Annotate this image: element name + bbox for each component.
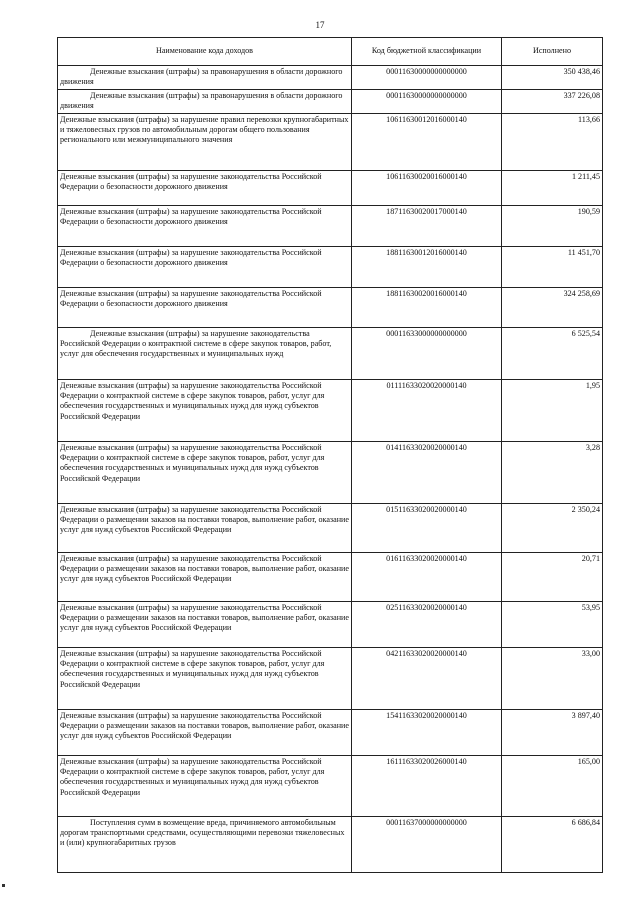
row-value: 1,95 (502, 379, 603, 441)
table-header-row (58, 38, 603, 66)
row-value: 20,71 (502, 552, 603, 601)
table-row (58, 601, 603, 647)
scan-mark (2, 884, 5, 887)
table-row (58, 647, 603, 709)
row-value: 11 451,70 (502, 246, 603, 287)
row-name: Денежные взыскания (штрафы) за нарушение законодательства Российской Федерации о контрактной системе в сфере закупок товаров, работ, услуг для обеспечения государственных и муниципальных нужд (58, 327, 352, 379)
row-code: 00011633000000000000 (352, 327, 502, 379)
row-value: 33,00 (502, 647, 603, 709)
row-code: 01111633020020000140 (352, 379, 502, 441)
row-name: Денежные взыскания (штрафы) за нарушение законодательства Российской Федерации о безопасности дорожного движения (58, 287, 352, 327)
table-row (58, 379, 603, 441)
row-name: Денежные взыскания (штрафы) за нарушение законодательства Российской Федерации о размещении заказов на поставки товаров, выполнение работ, оказание услуг для нужд субъектов Российской Федерации (58, 709, 352, 755)
table-row (58, 327, 603, 379)
row-code: 01511633020020000140 (352, 503, 502, 552)
row-name: Денежные взыскания (штрафы) за правонарушения в области дорожного движения (58, 89, 352, 113)
header-value: Исполнено (502, 38, 603, 66)
row-value: 2 350,24 (502, 503, 603, 552)
row-value: 6 525,54 (502, 327, 603, 379)
row-code: 10611630020016000140 (352, 170, 502, 205)
table-body (58, 66, 603, 873)
row-name: Поступления сумм в возмещение вреда, причиняемого автомобильным дорогам транспортными средствами, осуществляющими перевозки тяжеловесных и (или) крупногабаритных грузов (58, 816, 352, 872)
table-row (58, 287, 603, 327)
row-name: Денежные взыскания (штрафы) за нарушение законодательства Российской Федерации о размещении заказов на поставки товаров, выполнение работ, оказание услуг для нужд субъектов Российской Федерации (58, 503, 352, 552)
row-value: 3,28 (502, 441, 603, 503)
row-name: Денежные взыскания (штрафы) за нарушение законодательства Российской Федерации о безопасности дорожного движения (58, 205, 352, 246)
row-name: Денежные взыскания (штрафы) за нарушение законодательства Российской Федерации о безопасности дорожного движения (58, 170, 352, 205)
row-value: 6 686,84 (502, 816, 603, 872)
page-number: 17 (315, 20, 325, 30)
row-value: 1 211,45 (502, 170, 603, 205)
row-code: 00011630000000000000 (352, 66, 502, 90)
row-value: 190,59 (502, 205, 603, 246)
row-code: 18811630020016000140 (352, 287, 502, 327)
table-row (58, 113, 603, 170)
table-row (58, 66, 603, 90)
row-code: 00011637000000000000 (352, 816, 502, 872)
table-row (58, 816, 603, 872)
row-name: Денежные взыскания (штрафы) за нарушение законодательства Российской Федерации о размещении заказов на поставки товаров, выполнение работ, оказание услуг для нужд субъектов Российской Федерации (58, 552, 352, 601)
row-name: Денежные взыскания (штрафы) за нарушение законодательства Российской Федерации о контрактной системе в сфере закупок товаров, работ, услуг для обеспечения государственных и муниципальных нужд для нужд субъектов Российской Федерации (58, 379, 352, 441)
row-value: 113,66 (502, 113, 603, 170)
header-code: Код бюджетной классификации (352, 38, 502, 66)
table-row (58, 246, 603, 287)
row-code: 10611630012016000140 (352, 113, 502, 170)
row-name: Денежные взыскания (штрафы) за нарушение законодательства Российской Федерации о безопасности дорожного движения (58, 246, 352, 287)
table-row (58, 89, 603, 113)
header-name: Наименование кода доходов (58, 38, 352, 66)
table-row (58, 709, 603, 755)
row-code: 02511633020020000140 (352, 601, 502, 647)
revenue-table (57, 37, 603, 873)
table-row (58, 441, 603, 503)
table-row (58, 205, 603, 246)
table-row (58, 552, 603, 601)
row-name: Денежные взыскания (штрафы) за правонарушения в области дорожного движения (58, 66, 352, 90)
row-value: 324 258,69 (502, 287, 603, 327)
row-code: 04211633020020000140 (352, 647, 502, 709)
row-name: Денежные взыскания (штрафы) за нарушение законодательства Российской Федерации о контрактной системе в сфере закупок товаров, работ, услуг для обеспечения государственных и муниципальных нужд для нужд субъектов Российской Федерации (58, 755, 352, 816)
row-value: 3 897,40 (502, 709, 603, 755)
row-name: Денежные взыскания (штрафы) за нарушение законодательства Российской Федерации о размещении заказов на поставки товаров, выполнение работ, оказание услуг для нужд субъектов Российской Федерации (58, 601, 352, 647)
row-code: 01611633020020000140 (352, 552, 502, 601)
row-value: 165,00 (502, 755, 603, 816)
row-code: 01411633020020000140 (352, 441, 502, 503)
row-name: Денежные взыскания (штрафы) за нарушение правил перевозки крупногабаритных и тяжеловесных грузов по автомобильным дорогам общего пользования регионального или межмуниципального значения (58, 113, 352, 170)
table-row (58, 503, 603, 552)
row-code: 18711630020017000140 (352, 205, 502, 246)
row-value: 53,95 (502, 601, 603, 647)
table-row (58, 755, 603, 816)
row-name: Денежные взыскания (штрафы) за нарушение законодательства Российской Федерации о контрактной системе в сфере закупок товаров, работ, услуг для обеспечения государственных и муниципальных нужд для нужд субъектов Российской Федерации (58, 441, 352, 503)
row-code: 18811630012016000140 (352, 246, 502, 287)
row-code: 15411633020020000140 (352, 709, 502, 755)
row-name: Денежные взыскания (штрафы) за нарушение законодательства Российской Федерации о контрактной системе в сфере закупок товаров, работ, услуг для обеспечения государственных и муниципальных нужд для нужд субъектов Российской Федерации (58, 647, 352, 709)
row-value: 350 438,46 (502, 66, 603, 90)
row-code: 00011630000000000000 (352, 89, 502, 113)
row-value: 337 226,08 (502, 89, 603, 113)
row-code: 16111633020026000140 (352, 755, 502, 816)
table-row (58, 170, 603, 205)
